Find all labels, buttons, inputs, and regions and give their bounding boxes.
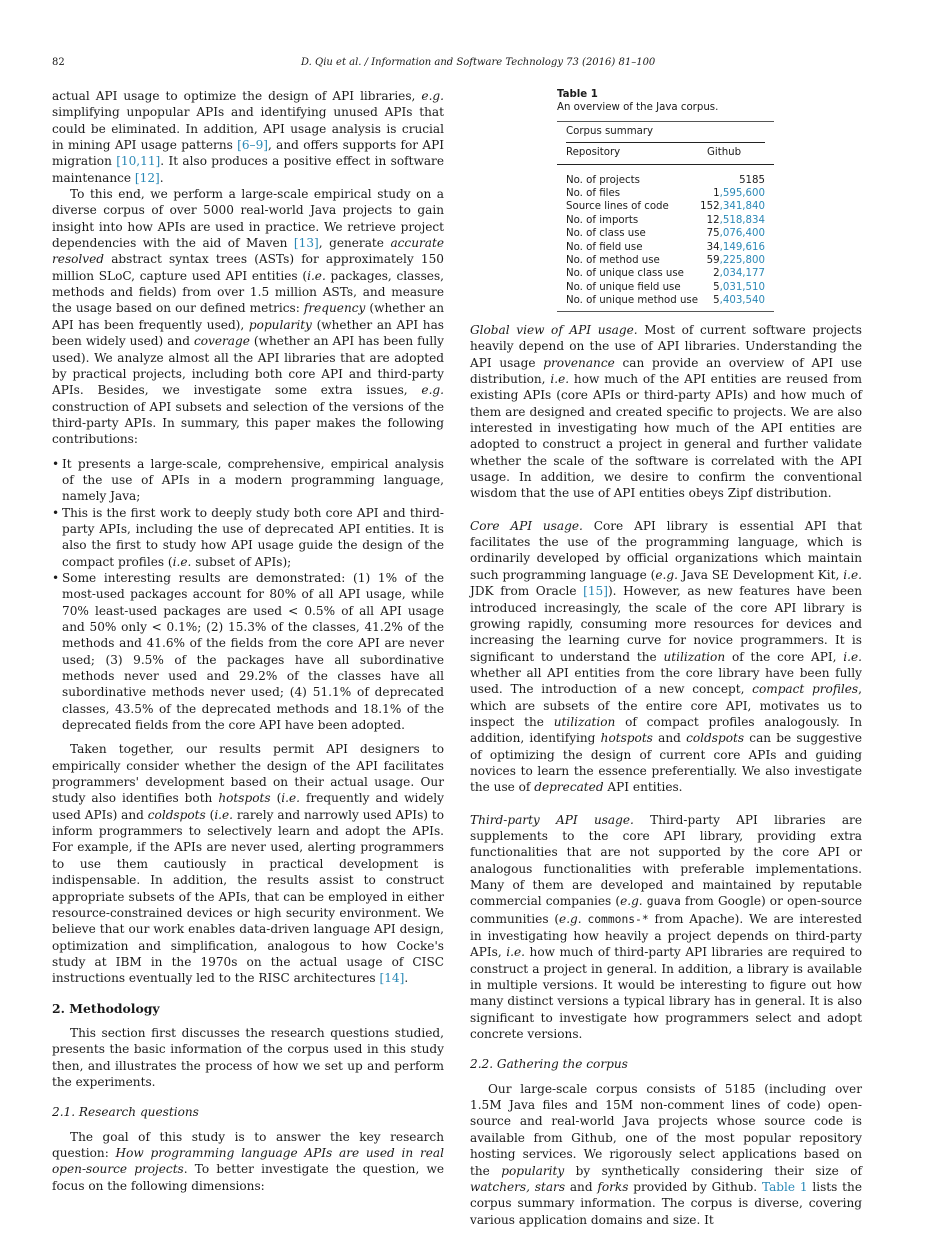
running-header xyxy=(52,56,862,70)
list-item: • This is the first work to deeply study both core API and third-party APIs, including the use of deprecated API entities. It is also the first to study how API usage guide the design of the compact profiles (i.e. subset of APIs); xyxy=(52,505,444,569)
bullet-icon: • xyxy=(52,570,60,585)
paragraph-research-goal: The goal of this study is to answer the key research question: How programming language APIs are used in real open-source projects. To better investigate the question, we focus on the following dimensions: xyxy=(52,1129,444,1193)
list-item: • It presents a large-scale, comprehensive, empirical analysis of the use of APIs in a modern programming language, namely Java; xyxy=(52,456,444,504)
left-column xyxy=(52,88,444,1194)
code-snippet: guava xyxy=(646,895,681,909)
table-row: No. of unique class use 2,034,177 xyxy=(566,268,765,280)
code-snippet: commons-* xyxy=(587,912,649,926)
subsection-heading: 2.2. Gathering the corpus xyxy=(470,1057,628,1072)
table-label: Table 1 xyxy=(557,89,598,100)
paragraph-global-view: Global view of API usage. Most of current software projects heavily depend on the use of API libraries. Understanding the API usage provenance can provide an overview of API use distribution, i.e. how much of the API entities are reused from existing APIs (core APIs or third-party APIs) and how much of them are designed and created specific to projects. We are also interested in investigating how much of the API entities are adopted to construct a project in general and further validate whether the scale of the software is correlated with the API usage. In addition, we desire to confirm the conventional wisdom that the use of API entities obeys Zipf distribution. xyxy=(470,323,862,501)
section-heading: 2. Methodology xyxy=(52,1000,160,1016)
table-column-headers xyxy=(557,143,774,163)
table-body xyxy=(557,165,774,311)
paragraph-results-summary: Taken together, our results permit API designers to empirically consider whether the design of the API facilitates programmers' development based on their actual usage. Our study also identifies both hotspots (i.e. frequently and widely used APIs) and coldspots (i.e. rarely and narrowly used APIs) to inform programmers to selectively learn and adopt the APIs. For example, if the APIs are never used, alerting programmers to use them cautiously in practical development is indispensable. In addition, the results assist to construct appropriate subsets of the APIs, that can be employed in either resource-constrained devices or high security environment. We believe that our work enables data-driven language API design, optimization and simplification, analogous to how Cocke's study at IBM in the 1970s on the actual usage of CISC instructions eventually led to the RISC architectures [14]. xyxy=(52,742,444,986)
contributions-list xyxy=(52,456,444,734)
table-row: No. of unique method use 5,403,540 xyxy=(566,295,765,307)
citation-link[interactable]: [10,11] xyxy=(116,154,161,169)
table-row: No. of field use 34,149,616 xyxy=(566,241,765,253)
page-number: 82 xyxy=(52,57,65,68)
table-bottom-rule xyxy=(557,311,774,312)
list-item: • Some interesting results are demonstrated: (1) 1% of the most-used packages account for 80% of all API usage, while 70% least-used packages are used < 0.5% of all API usage and 50% only < 0.1%; (2) 15.3% of the classes, 41.2% of the methods and 41.6% of the fields from the core API are never used; (3) 9.5% of the packages have all subordinative methods never used and 29.2% of the classes have all subordinative methods never used; (4) 51.1% of deprecated classes, 43.5% of the deprecated methods and 18.1% of the deprecated fields from the core API have been adopted. xyxy=(52,570,444,733)
paragraph-third-party-api: Third-party API usage. Third-party API libraries are supplements to the core API library, providing extra functionalities that are not supported by the core API or analogous functionalities with preferable implementations. Many of them are developed and maintained by reputable commercial companies (e.g. guava from Google) or open-source communities (e.g. commons-* from Apache). We are interested in investigating how heavily a project depends on third-party APIs, i.e. how much of third-party API libraries are required to construct a project in general. In addition, a library is available in multiple versions. It would be interesting to figure out how many distinct versions a typical library has in general. It is also significant to investigate how programmers select and adopt concrete versions. xyxy=(470,812,862,1042)
run-in-heading: Global view of API usage. xyxy=(470,323,638,337)
table-group-header: Corpus summary xyxy=(566,125,654,137)
subsection-heading: 2.1. Research questions xyxy=(52,1105,199,1120)
column-header: Github xyxy=(707,147,742,159)
citation-link[interactable]: [14] xyxy=(379,971,405,986)
journal-reference: D. Qiu et al. / Information and Software Technology 73 (2016) 81–100 xyxy=(301,57,656,68)
table-row: No. of unique field use 5,031,510 xyxy=(566,281,765,293)
right-column xyxy=(470,322,862,1228)
paragraph-study-overview: To this end, we perform a large-scale empirical study on a diverse corpus of over 5000 real-world Java projects to gain insight into how APIs are used in practice. We retrieve project dependencies with the aid of Maven [13], generate accurate resolved abstract syntax trees (ASTs) for approximately 150 million SLoC, capture used API entities (i.e. packages, classes, methods and fields) from over 1.5 million ASTs, and measure the usage based on our defined metrics: frequency (whether an API has been frequently used), popularity (whether an API has been widely used) and coverage (whether an API has been fully used). We analyze almost all the API libraries that are adopted by practical projects, including both core API and third-party APIs. Besides, we investigate some extra issues, e.g. construction of API subsets and selection of the versions of the third-party APIs. In summary, this paper makes the following contributions: xyxy=(52,187,445,447)
table-row: No. of imports 12,518,834 xyxy=(566,214,765,226)
table-caption: An overview of the Java corpus. xyxy=(557,102,719,114)
table-1 xyxy=(557,88,774,312)
table-row: Source lines of code 152,341,840 xyxy=(566,201,765,213)
citation-link[interactable]: [12] xyxy=(134,170,160,185)
paragraph-methodology-intro: This section first discusses the research questions studied, presents the basic information of the corpus used in this study then, and illustrates the process of how we set up and perform the experiments. xyxy=(52,1025,444,1089)
run-in-heading: Third-party API usage. xyxy=(470,812,634,827)
column-header: Repository xyxy=(566,147,621,159)
table-row: No. of files 1,595,600 xyxy=(566,188,765,200)
bullet-icon: • xyxy=(52,505,60,520)
table-row: No. of class use 75,076,400 xyxy=(566,228,765,240)
paragraph-core-api: Core API usage. Core API library is essential API that facilitates the use of the programming language, which is ordinarily developed by official organizations which maintain such programming language (e.g. Java SE Development Kit, i.e. JDK from Oracle [15]). However, as new features have been introduced increasingly, the scale of the core API library is growing rapidly, consuming more resources for devices and increasing the learning curve for novice programmers. It is significant to understand the utilization of the core API, i.e. whether all API entities from the core library have been fully used. The introduction of a new concept, compact profiles, which are subsets of the entire core API, motivates us to inspect the utilization of compact profiles analogously. In addition, identifying hotspots and coldspots can be suggestive of optimizing the design of current core APIs and guiding novices to learn the essence preferentially. We also investigate the use of deprecated API entities. xyxy=(470,518,863,795)
paragraph-api-usage-motivation: actual API usage to optimize the design of API libraries, e.g. simplifying unpopular APIs and identifying unused APIs that could be eliminated. In addition, API usage analysis is crucial in mining API usage patterns [6–9], and offers supports for API migration [10,11]. It also produces a positive effect in software maintenance [12]. xyxy=(52,89,445,185)
citation-link[interactable]: [13] xyxy=(293,236,319,251)
table-row: No. of method use 59,225,800 xyxy=(566,255,765,267)
run-in-heading: Core API usage. xyxy=(470,518,583,533)
citation-link[interactable]: [15] xyxy=(583,584,608,599)
citation-link[interactable]: [6–9] xyxy=(237,138,269,153)
table-reference-link[interactable]: Table 1 xyxy=(761,1179,808,1194)
bullet-icon: • xyxy=(52,456,60,471)
table-row: No. of projects 5185 xyxy=(566,174,765,186)
paragraph-gathering-corpus: Our large-scale corpus consists of 5185 (including over 1.5M Java files and 15M non-comment lines of code) open-source and real-world Java projects whose source code is available from Github, one of the most popular repository hosting services. We rigorously select applications based on the popularity by synthetically considering their size of watchers, stars and forks provided by Github. Table 1 lists the corpus summary information. The corpus is diverse, covering various application domains and size. It xyxy=(470,1081,862,1227)
